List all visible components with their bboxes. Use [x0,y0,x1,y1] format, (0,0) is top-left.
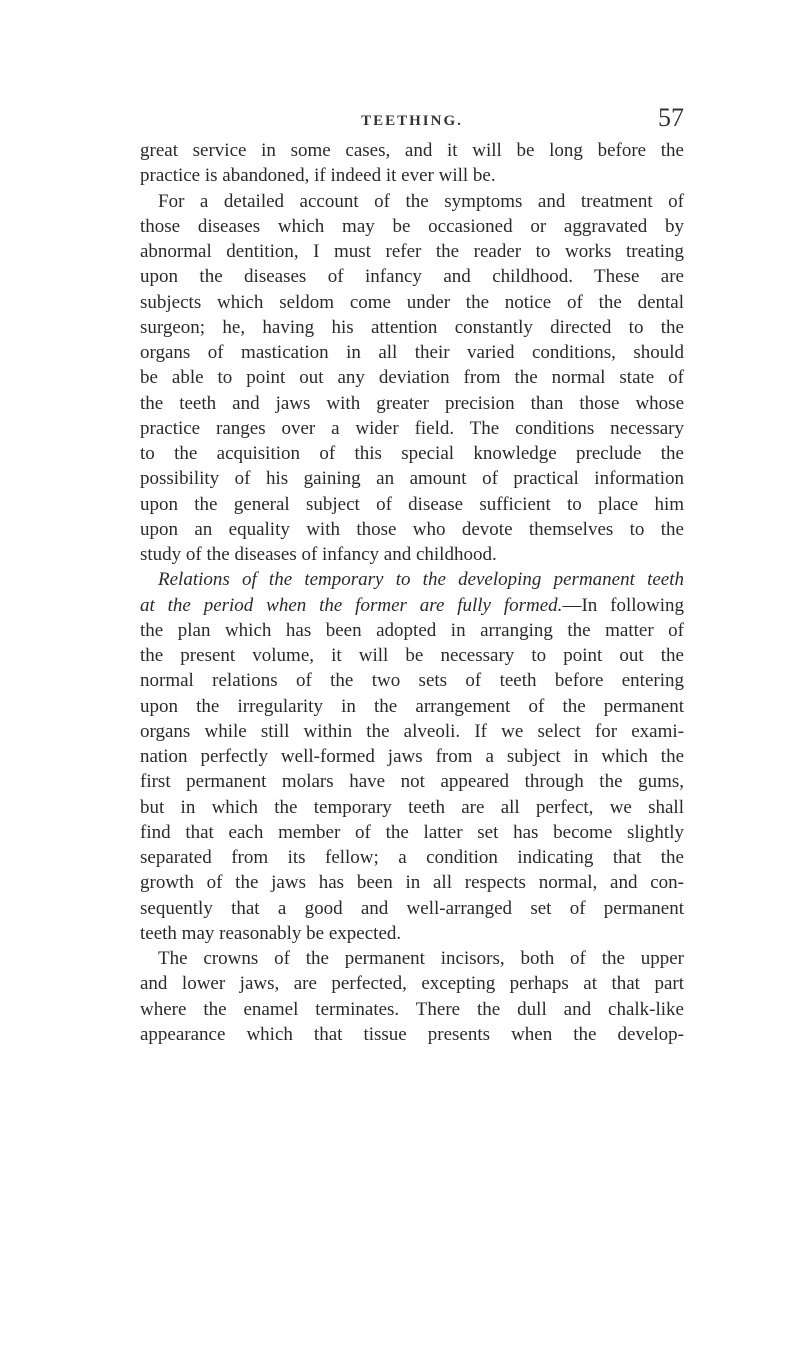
text-line: those diseases which may be occasioned or aggravated by [140,215,684,237]
text-line: organs of mastication in all their varied conditions, should [140,342,684,363]
text-line: nation perfectly well-formed jaws from a subject in which the [140,746,684,767]
text-line: upon the general subject of disease sufficient to place him [140,493,684,515]
text-line: practice ranges over a wider field. The conditions necessary [140,417,684,439]
text-line: normal relations of the two sets of teeth before entering [140,670,684,692]
running-title: TEETHING. [361,113,463,129]
text-line: separated from its fellow; a condition indicating that the [140,847,684,868]
body-text [140,138,684,1047]
text-line [140,593,684,618]
section-heading-continued: at the period when the former are fully formed. [140,594,563,616]
text-line: appearance which that tissue presents when the develop- [140,1023,684,1045]
text-line: growth of the jaws has been in all respects normal, and con- [140,872,684,894]
text-line: where the enamel terminates. There the dull and chalk-like [140,998,684,1020]
text-line: be able to point out any deviation from the normal state of [140,367,684,389]
page-number: 57 [658,103,684,132]
text-line: the present volume, it will be necessary to point out the [140,645,684,666]
text-line: upon an equality with those who devote themselves to the [140,518,684,540]
text-line: upon the diseases of infancy and childhood. These are [140,266,684,288]
text-line: to the acquisition of this special knowledge preclude the [140,443,684,464]
text-line: practice is abandoned, if indeed it ever will be. [140,165,496,187]
text-line: great service in some cases, and it will be long before the [140,140,684,161]
text-line: the teeth and jaws with greater precision than those whose [140,392,684,414]
text-line: but in which the temporary teeth are all perfect, we shall [140,796,684,818]
running-head [140,95,684,135]
text-line: teeth may reasonably be expected. [140,922,402,944]
text-line: find that each member of the latter set has become slightly [140,821,684,843]
text-line: For a detailed account of the symptoms and treatment of [158,190,684,212]
text-fragment: —In following [562,594,685,616]
text-line: abnormal dentition, I must refer the reader to works treating [140,241,684,262]
text-line: sequently that a good and well-arranged set of permanent [140,897,684,919]
text-line: organs while still within the alveoli. If we select for exami- [140,720,684,742]
text-line: first permanent molars have not appeared through the gums, [140,771,684,793]
text-line: study of the diseases of infancy and childhood. [140,544,497,565]
text-line: The crowns of the permanent incisors, both of the upper [158,948,684,969]
section-heading-line [140,567,684,592]
text-line: surgeon; he, having his attention constantly directed to the [140,316,684,338]
section-heading: Relations of the temporary to the developing permanent teeth [158,569,684,591]
text-line: and lower jaws, are perfected, excepting perhaps at that part [140,973,684,995]
text-line: the plan which has been adopted in arranging the matter of [140,619,684,641]
text-line: possibility of his gaining an amount of practical information [140,468,684,490]
text-line: upon the irregularity in the arrangement of the permanent [140,695,684,717]
text-line: subjects which seldom come under the notice of the dental [140,291,684,313]
